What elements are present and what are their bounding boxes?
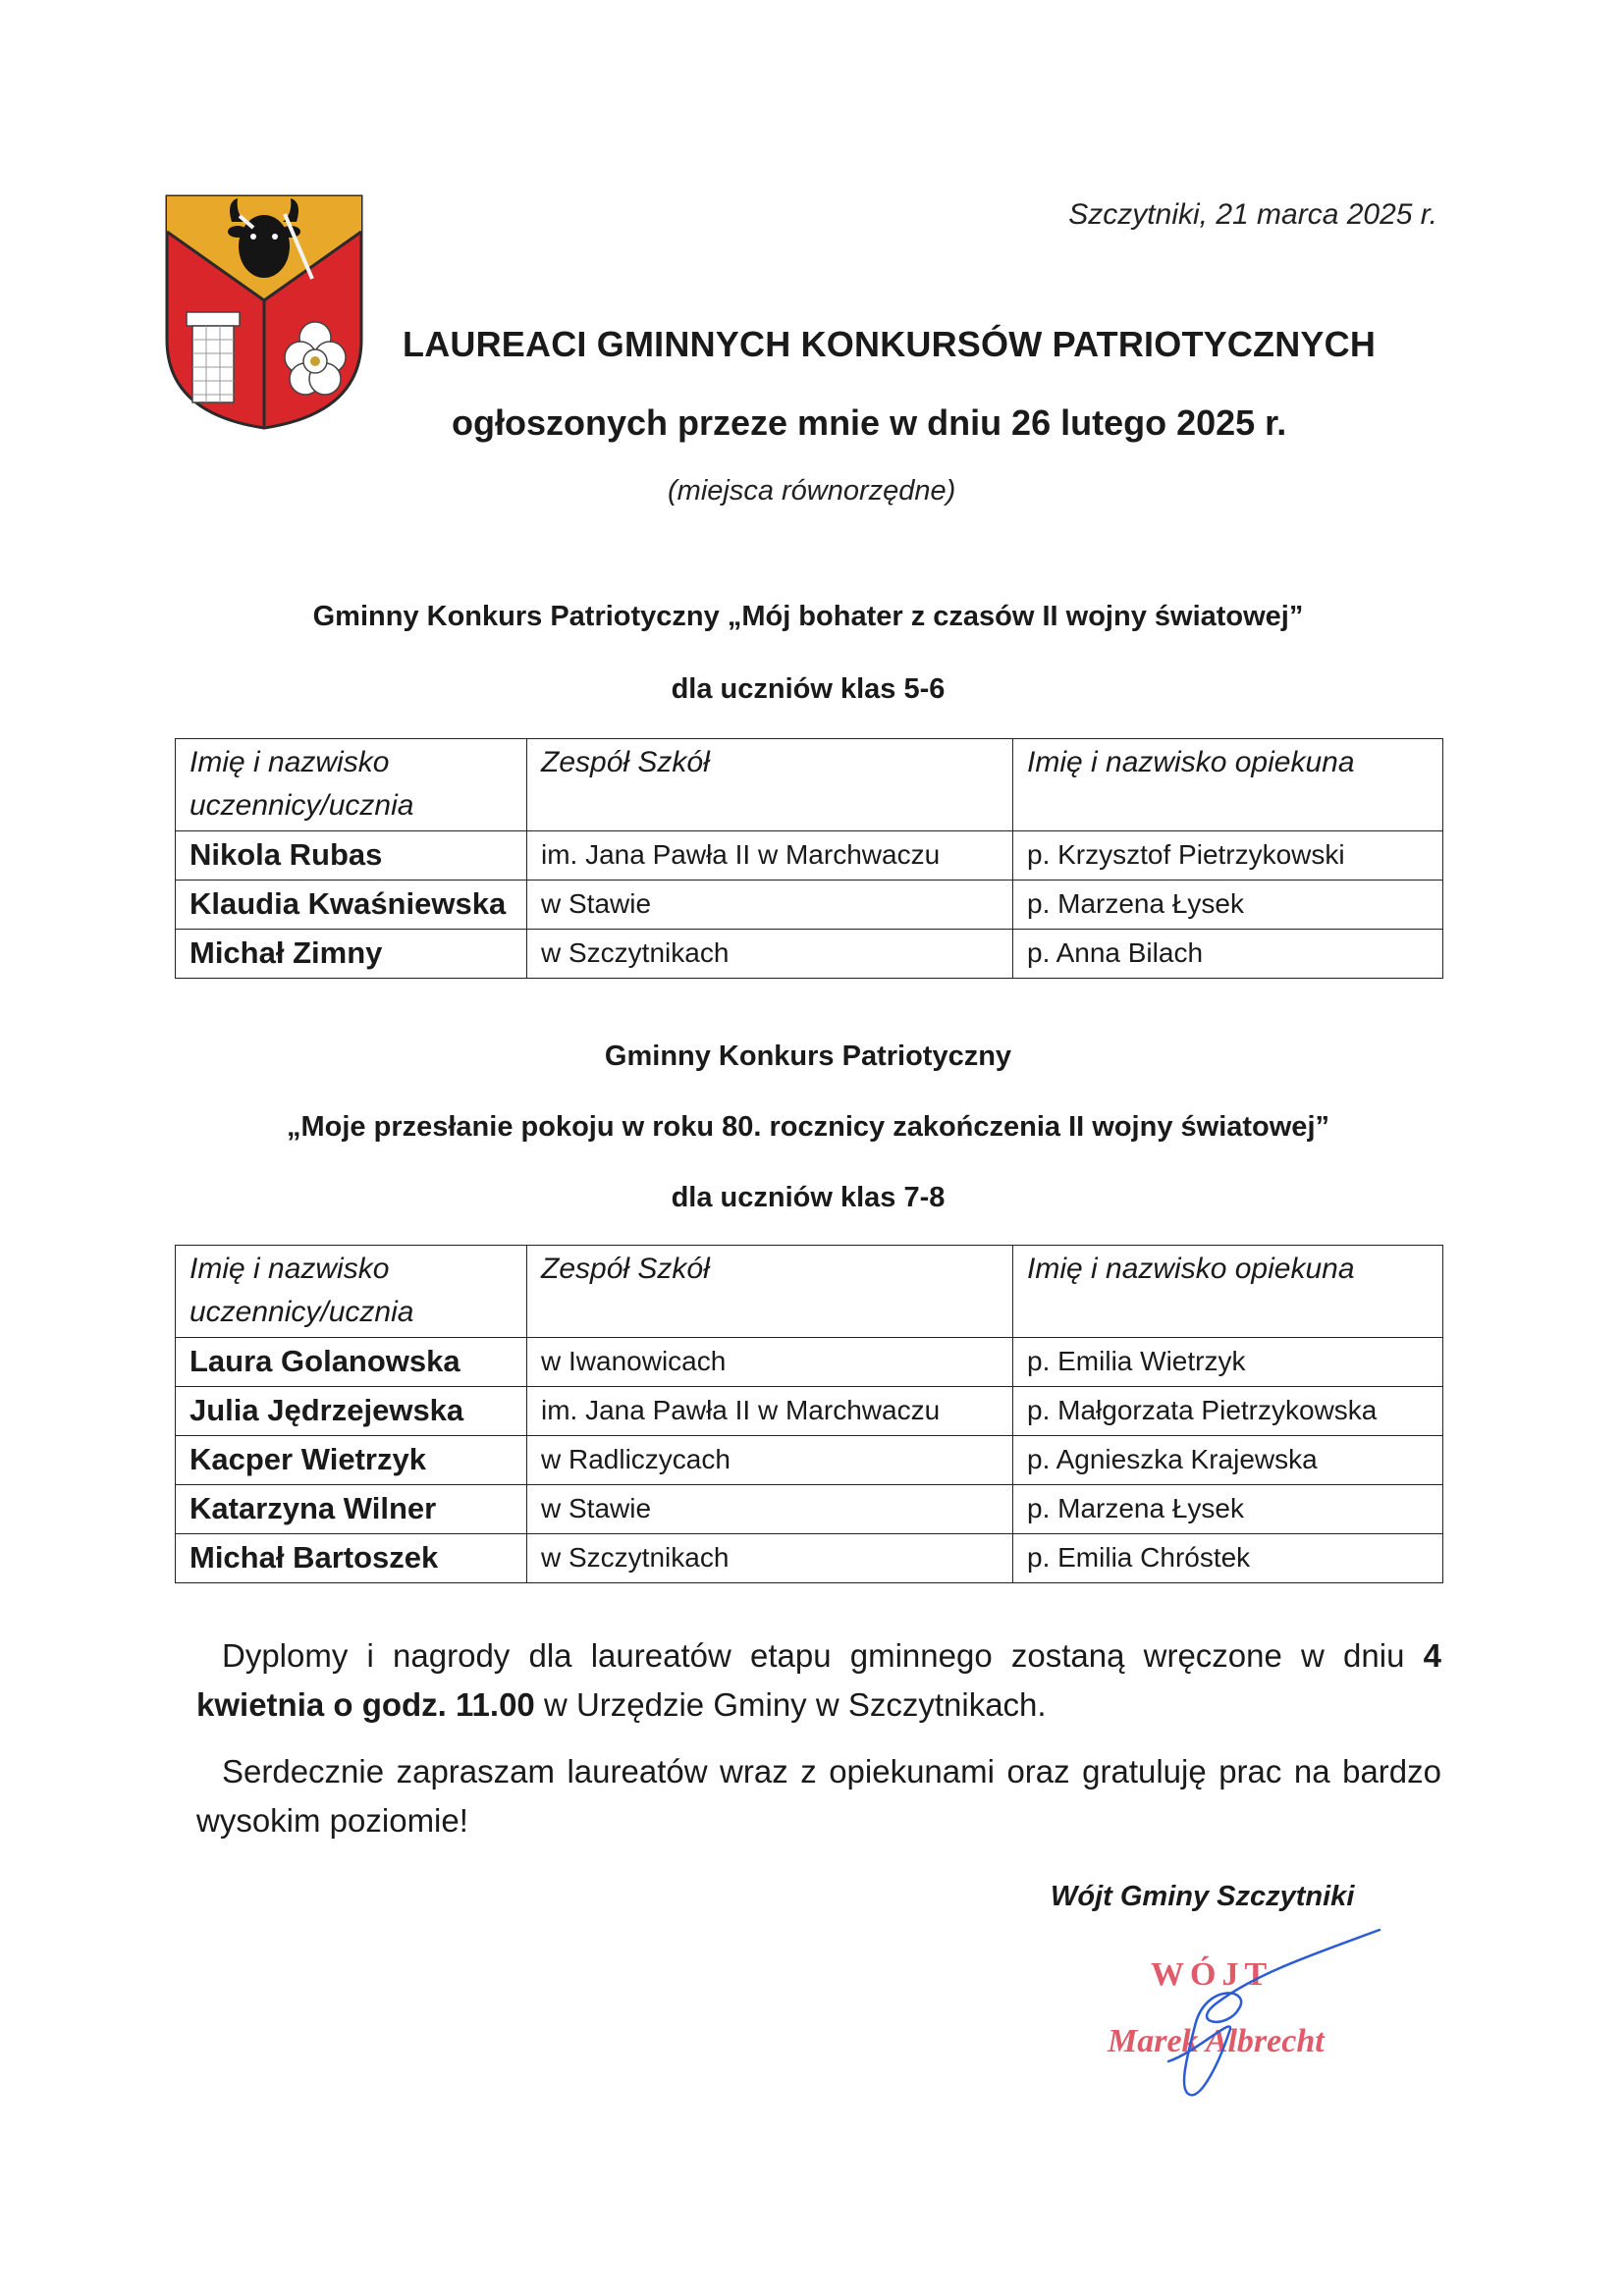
column-header-student: Imię i nazwisko uczennicy/ucznia bbox=[176, 1246, 527, 1338]
contest2-grades: dla uczniów klas 7-8 bbox=[671, 1182, 946, 1213]
contest1-grades: dla uczniów klas 5-6 bbox=[671, 673, 946, 705]
table-header-row bbox=[176, 739, 1443, 831]
tutor-name: p. Emilia Wietrzyk bbox=[1013, 1338, 1443, 1387]
column-header-tutor: Imię i nazwisko opiekuna bbox=[1013, 739, 1443, 831]
contest2-subject: „Moje przesłanie pokoju w roku 80. rocznicy zakończenia II wojny światowej” bbox=[287, 1111, 1329, 1143]
award-announcement bbox=[196, 1631, 1441, 1730]
school-name: w Szczytnikach bbox=[527, 1534, 1013, 1583]
student-name: Julia Jędrzejewska bbox=[176, 1387, 527, 1436]
school-name: im. Jana Pawła II w Marchwaczu bbox=[527, 831, 1013, 881]
tutor-name: p. Emilia Chróstek bbox=[1013, 1534, 1443, 1583]
ranking-note: (miejsca równorzędne) bbox=[668, 475, 956, 507]
tutor-name: p. Agnieszka Krajewska bbox=[1013, 1436, 1443, 1485]
school-name: w Stawie bbox=[527, 881, 1013, 930]
school-name: w Szczytnikach bbox=[527, 930, 1013, 979]
contest2-title: Gminny Konkurs Patriotyczny bbox=[604, 1041, 1012, 1072]
tutor-name: p. Marzena Łysek bbox=[1013, 881, 1443, 930]
student-name: Kacper Wietrzyk bbox=[176, 1436, 527, 1485]
contest1-table bbox=[175, 738, 1443, 979]
tutor-name: p. Marzena Łysek bbox=[1013, 1485, 1443, 1534]
school-name: w Stawie bbox=[527, 1485, 1013, 1534]
signer-title: Wójt Gminy Szczytniki bbox=[1051, 1881, 1355, 1912]
table-row bbox=[176, 930, 1443, 979]
student-name: Michał Bartoszek bbox=[176, 1534, 527, 1583]
table-row bbox=[176, 881, 1443, 930]
document-subtitle: ogłoszonych przeze mnie w dniu 26 lutego 2025 r. bbox=[452, 402, 1287, 443]
column-header-school: Zespół Szkół bbox=[527, 1246, 1013, 1338]
award-date: 4 kwietnia o godz. 11.00 bbox=[196, 1637, 1441, 1723]
contest2-table bbox=[175, 1245, 1443, 1583]
school-name: im. Jana Pawła II w Marchwaczu bbox=[527, 1387, 1013, 1436]
coat-of-arms-icon bbox=[163, 192, 365, 432]
contest1-title: Gminny Konkurs Patriotyczny „Mój bohater z czasów II wojny światowej” bbox=[312, 601, 1304, 632]
table-row bbox=[176, 1338, 1443, 1387]
table-row bbox=[176, 1534, 1443, 1583]
tutor-name: p. Małgorzata Pietrzykowska bbox=[1013, 1387, 1443, 1436]
student-name: Klaudia Kwaśniewska bbox=[176, 881, 527, 930]
signature-scribble bbox=[1168, 1930, 1380, 2095]
stamp-name: Marek Albrecht bbox=[1108, 2023, 1325, 2059]
stamp-title: WÓJT bbox=[1151, 1956, 1273, 1993]
tutor-name: p. Krzysztof Pietrzykowski bbox=[1013, 831, 1443, 881]
invitation-paragraph bbox=[196, 1747, 1441, 1845]
signature-stamp bbox=[1080, 1914, 1394, 2120]
student-name: Michał Zimny bbox=[176, 930, 527, 979]
award-text-end: w Urzędzie Gminy w Szczytnikach. bbox=[534, 1686, 1047, 1723]
column-header-tutor: Imię i nazwisko opiekuna bbox=[1013, 1246, 1443, 1338]
school-name: w Radliczycach bbox=[527, 1436, 1013, 1485]
column-header-school: Zespół Szkół bbox=[527, 739, 1013, 831]
invitation-text: Serdecznie zapraszam laureatów wraz z opiekunami oraz gratuluję prac na bardzo wysokim poziomie! bbox=[196, 1753, 1441, 1839]
place-date: Szczytniki, 21 marca 2025 r. bbox=[1068, 198, 1437, 231]
table-header-row bbox=[176, 1246, 1443, 1338]
student-name: Katarzyna Wilner bbox=[176, 1485, 527, 1534]
tutor-name: p. Anna Bilach bbox=[1013, 930, 1443, 979]
table-row bbox=[176, 1436, 1443, 1485]
table-row bbox=[176, 1387, 1443, 1436]
student-name: Nikola Rubas bbox=[176, 831, 527, 881]
table-row bbox=[176, 1485, 1443, 1534]
column-header-student: Imię i nazwisko uczennicy/ucznia bbox=[176, 739, 527, 831]
school-name: w Iwanowicach bbox=[527, 1338, 1013, 1387]
table-row bbox=[176, 831, 1443, 881]
document-title: LAUREACI GMINNYCH KONKURSÓW PATRIOTYCZNYCH bbox=[403, 324, 1377, 364]
student-name: Laura Golanowska bbox=[176, 1338, 527, 1387]
award-text-start: Dyplomy i nagrody dla laureatów etapu gminnego zostaną wręczone w dniu bbox=[222, 1637, 1405, 1674]
